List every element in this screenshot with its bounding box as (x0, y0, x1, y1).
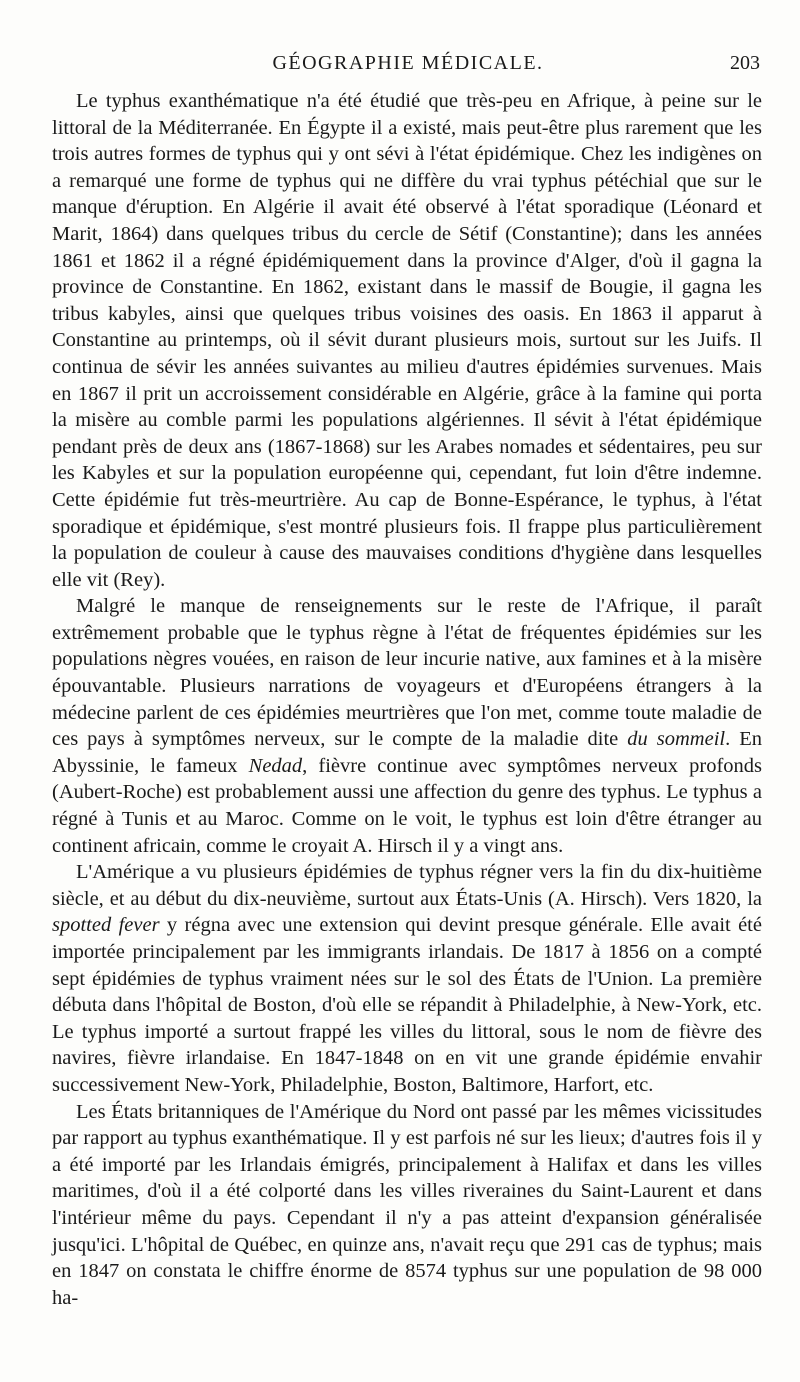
body-text (52, 88, 762, 1311)
paragraph-rest-of-africa (52, 593, 762, 859)
italic-term: spotted fever (52, 914, 160, 937)
paragraph-text: L'Amérique a vu plusieurs épidémies de typhus régner vers la fin du dix-huitième siècle, et au début du dix-neuvième, surtout aux États-Unis (A. Hirsch). Vers 1820, la (52, 861, 762, 910)
paragraph-africa-algeria: Le typhus exanthématique n'a été étudié que très-peu en Afrique, à peine sur le littoral de la Méditerranée. En Égypte il a existé, mais peut-être plus rarement que les trois autres formes de typhus qui y ont sévi à l'état épidémique. Chez les indigènes on a remarqué une forme de typhus qui ne diffère du vrai typhus pétéchial que sur le manque d'éruption. En Algérie il avait été observé à l'état sporadique (Léonard et Marit, 1864) dans quelques tribus du cercle de Sétif (Constantine); dans les années 1861 et 1862 il a régné épidémiquement dans la province d'Alger, d'où il gagna la province de Constantine. En 1862, existant dans le massif de Bougie, il gagna les tribus kabyles, ainsi que quelques tribus voisines des oasis. En 1863 il apparut à Constantine au printemps, où il sévit durant plusieurs mois, surtout sur les Juifs. Il continua de sévir les années suivantes au milieu d'autres épidémies survenues. Mais en 1867 il prit un accroissement considérable en Algérie, grâce à la famine qui porta la misère au comble parmi les populations algériennes. Il sévit à l'état épidémique pendant près de deux ans (1867-1868) sur les Arabes nomades et sédentaires, peu sur les Kabyles et sur la population européenne qui, cependant, fut loin d'être indemne. Cette épidémie fut très-meurtrière. Au cap de Bonne-Espérance, le typhus, à l'état sporadique et épidémique, s'est montré plusieurs fois. Il frappe plus particulièrement la population de couleur à cause des mauvaises conditions d'hygiène dans lesquelles elle vit (Rey). (52, 90, 762, 591)
italic-term: du sommeil (627, 728, 726, 751)
italic-term: Nedad (248, 754, 303, 777)
paragraph-text: Malgré le manque de renseignements sur le reste de l'Afrique, il paraît extrêmement probable que le typhus règne à l'état de fréquentes épidémies sur les populations nègres vouées, en raison de leur incurie native, aux famines et à la misère épouvantable. Plusieurs narrations de voyageurs et d'Européens étrangers à la médecine parlent de ces épidémies meurtrières que l'on met, comme toute maladie de ces pays à symptômes nerveux, sur le compte de la maladie dite (52, 595, 762, 751)
page-header (56, 52, 760, 82)
paragraph-text: y régna avec une extension qui devint presque générale. Elle avait été importée principalement par les immigrants irlandais. De 1817 à 1856 on a compté sept épidémies de typhus vraiment nées sur le sol des États de l'Union. La première débuta dans l'hôpital de Boston, d'où elle se répandit à Philadelphie, à New-York, etc. Le typhus importé a surtout frappé les villes du littoral, sous le nom de fièvre des navires, fièvre irlandaise. En 1847-1848 on en vit une grande épidémie envahir successivement New-York, Philadelphie, Boston, Baltimore, Harfort, etc. (52, 914, 762, 1096)
paragraph-text: , fièvre continue avec symptômes nerveux profonds (Aubert-Roche) est probablement aussi une affection du genre des typhus. Le typhus a régné à Tunis et au Maroc. Comme on le voit, le typhus est loin d'être étranger au continent africain, comme le croyait A. Hirsch il y a vingt ans. (52, 754, 763, 857)
paragraph-british-north-america: Les États britanniques de l'Amérique du Nord ont passé par les mêmes vicissitudes par rapport au typhus exanthématique. Il y est parfois né sur les lieux; d'autres fois il y a été importé par les Irlandais émigrés, principalement à Halifax et dans les villes maritimes, d'où il a été colporté dans les villes riveraines du Saint-Laurent et dans l'intérieur même du pays. Cependant il n'y a pas atteint d'expansion généralisée jusqu'ici. L'hôpital de Québec, en quinze ans, n'avait reçu que 291 cas de typhus; mais en 1847 on constata le chiffre énorme de 8574 typhus sur une population de 98 000 ha- (52, 1100, 762, 1309)
paragraph-america (52, 859, 762, 1098)
running-title: GÉOGRAPHIE MÉDICALE. (272, 52, 544, 74)
page-number: 203 (730, 52, 760, 74)
paragraph-text: . En Abyssinie, le fameux (52, 728, 762, 777)
